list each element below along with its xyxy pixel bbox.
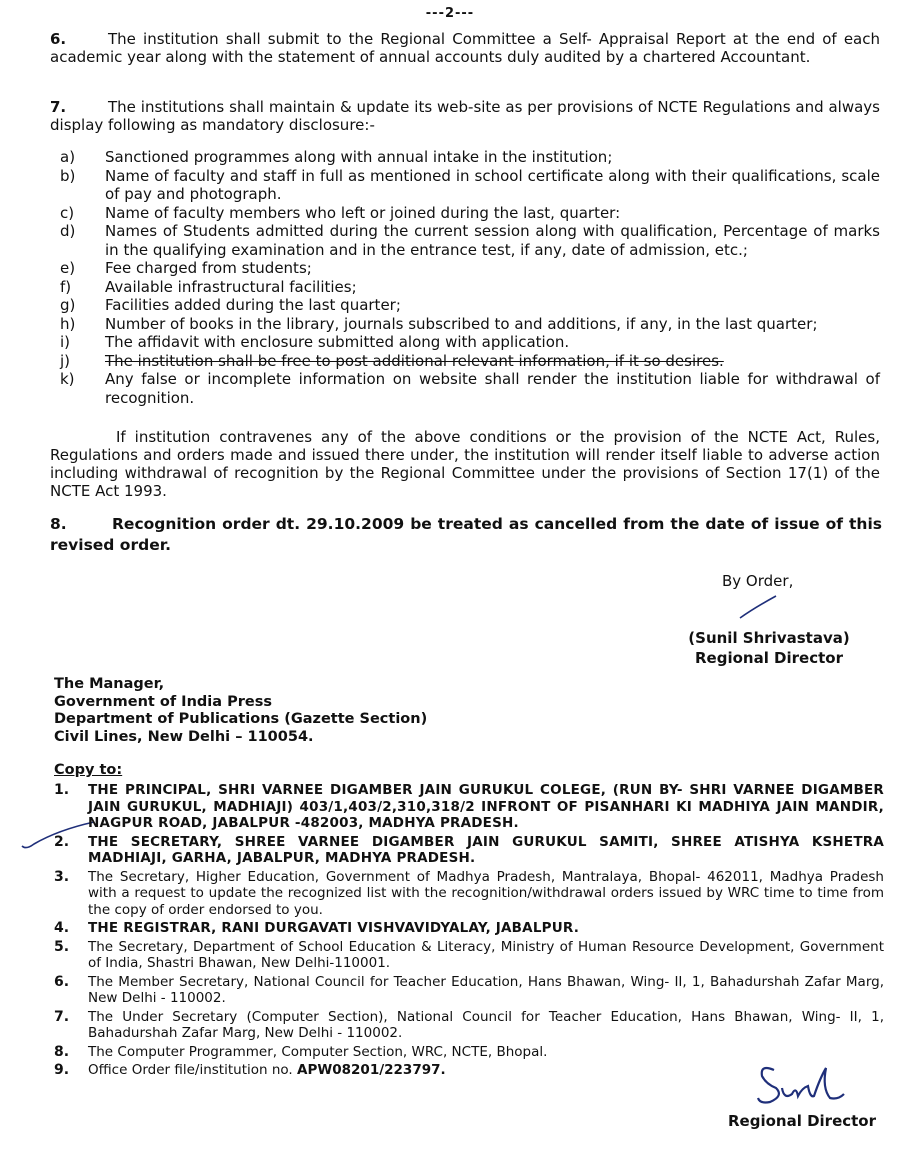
list-item: 1. THE PRINCIPAL, SHRI VARNEE DIGAMBER JAIN GURUKUL COLEGE, (RUN BY- SHRI VARNEE DIGAMBER JAIN GURUKUL, MADHIAJI) 403/1,403/2,310,318/2 INFRONT OF PISANHARI KI MADHIYA JAIN MANDIR, NAGPUR ROAD, JABALPUR -482003, MADHYA PRADESH. xyxy=(54,782,884,831)
file-number: APW08201/223797. xyxy=(297,1062,446,1078)
paragraph-7 xyxy=(50,98,880,134)
copy-to-heading: Copy to: xyxy=(54,762,123,778)
list-item: d) Names of Students admitted during the current session along with qualification, Percentage of marks in the qualifying examination and in the entrance test, if any, date of admission, etc.; xyxy=(60,222,880,259)
list-item: 4. THE REGISTRAR, RANI DURGAVATI VISHVAVIDYALAY, JABALPUR. xyxy=(54,920,580,936)
paragraph-number: 7. xyxy=(50,98,67,116)
addressee-block xyxy=(54,676,427,746)
address-line: Civil Lines, New Delhi – 110054. xyxy=(54,728,314,745)
list-item: i) The affidavit with enclosure submitted along with application. xyxy=(60,333,570,351)
list-item: k) Any false or incomplete information on website shall render the institution liable for withdrawal of recognition. xyxy=(60,370,880,407)
paragraph-number: 6. xyxy=(50,30,67,48)
signatory-title: Regional Director xyxy=(694,649,843,667)
address-line: The Manager, xyxy=(54,676,165,692)
paragraph-text: The institution shall submit to the Regional Committee a Self- Appraisal Report at the end of each academic year along with the statement of annual accounts duly audited by a chartered Accountant. xyxy=(50,30,880,66)
signature-handwritten xyxy=(752,1058,862,1110)
address-line: Department of Publications (Gazette Section) xyxy=(54,711,428,727)
list-item: j) The institution shall be free to post additional relevant information, if it so desires. xyxy=(60,351,724,370)
page-number: ---2--- xyxy=(425,6,475,21)
list-item: 9. Office Order file/institution no. APW08201/223797. xyxy=(54,1062,446,1078)
list-item: e) Fee charged from students; xyxy=(60,259,312,277)
paragraph-number: 8. xyxy=(50,515,67,533)
list-item: 6. The Member Secretary, National Council for Teacher Education, Hans Bhawan, Wing- II, 1, Bahadurshah Zafar Marg, New Delhi - 110002. xyxy=(54,973,884,1006)
list-item: h) Number of books in the library, journals subscribed to and additions, if any, in the last quarter; xyxy=(60,314,818,333)
signatory-name: (Sunil Shrivastava) xyxy=(688,629,850,647)
signatory xyxy=(682,628,856,668)
footer-signatory-title: Regional Director xyxy=(728,1112,877,1130)
list-item: 3. The Secretary, Higher Education, Government of Madhya Pradesh, Mantralaya, Bhopal- 462011, Madhya Pradesh with a request to update the recognized list with the recognition/withdrawal orders issued by WRC time to time from the copy of order endorsed to you. xyxy=(54,868,884,918)
list-item: 2. THE SECRETARY, SHREE VARNEE DIGAMBER JAIN GURUKUL SAMITI, SHREE ATISHYA KSHETRA MADHIAJI, GARHA, JABALPUR, MADHYA PRADESH. xyxy=(54,833,884,866)
paragraph-8 xyxy=(50,514,882,556)
copy-list xyxy=(54,782,884,1081)
paragraph-text: The institutions shall maintain & update its web-site as per provisions of NCTE Regulations and always display following as mandatory disclosure:- xyxy=(50,98,880,134)
list-item: 7. The Under Secretary (Computer Section), National Council for Teacher Education, Hans Bhawan, Wing- II, 1, Bahadurshah Zafar Marg, New Delhi - 110002. xyxy=(54,1008,884,1041)
paragraph-6 xyxy=(50,30,880,66)
disclosure-list xyxy=(58,148,880,407)
list-item: 8. The Computer Programmer, Computer Section, WRC, NCTE, Bhopal. xyxy=(54,1043,548,1060)
list-item: c) Name of faculty members who left or joined during the last, quarter: xyxy=(60,203,621,222)
list-item: 5. The Secretary, Department of School Education & Literacy, Ministry of Human Resource Development, Government of India, Shastri Bhawan, New Delhi-110001. xyxy=(54,938,884,971)
list-item: a) Sanctioned programmes along with annual intake in the institution; xyxy=(60,148,613,166)
list-item: b) Name of faculty and staff in full as mentioned in school certificate along with their qualifications, scale of pay and photograph. xyxy=(60,166,880,203)
signature-mark xyxy=(736,592,782,622)
paragraph-text: Recognition order dt. 29.10.2009 be treated as cancelled from the date of issue of this revised order. xyxy=(50,515,882,554)
address-line: Government of India Press xyxy=(54,693,272,710)
contravene-paragraph: If institution contravenes any of the above conditions or the provision of the NCTE Act, Rules, Regulations and orders made and issued there under, the institution will render itself liable to adverse action including withdrawal of recognition by the Regional Committee under the provisions of Section 17(1) of the NCTE Act 1993. xyxy=(50,428,880,500)
list-item: f) Available infrastructural facilities; xyxy=(60,277,357,296)
by-order-label: By Order, xyxy=(722,572,794,590)
list-item: g) Facilities added during the last quarter; xyxy=(60,296,401,314)
